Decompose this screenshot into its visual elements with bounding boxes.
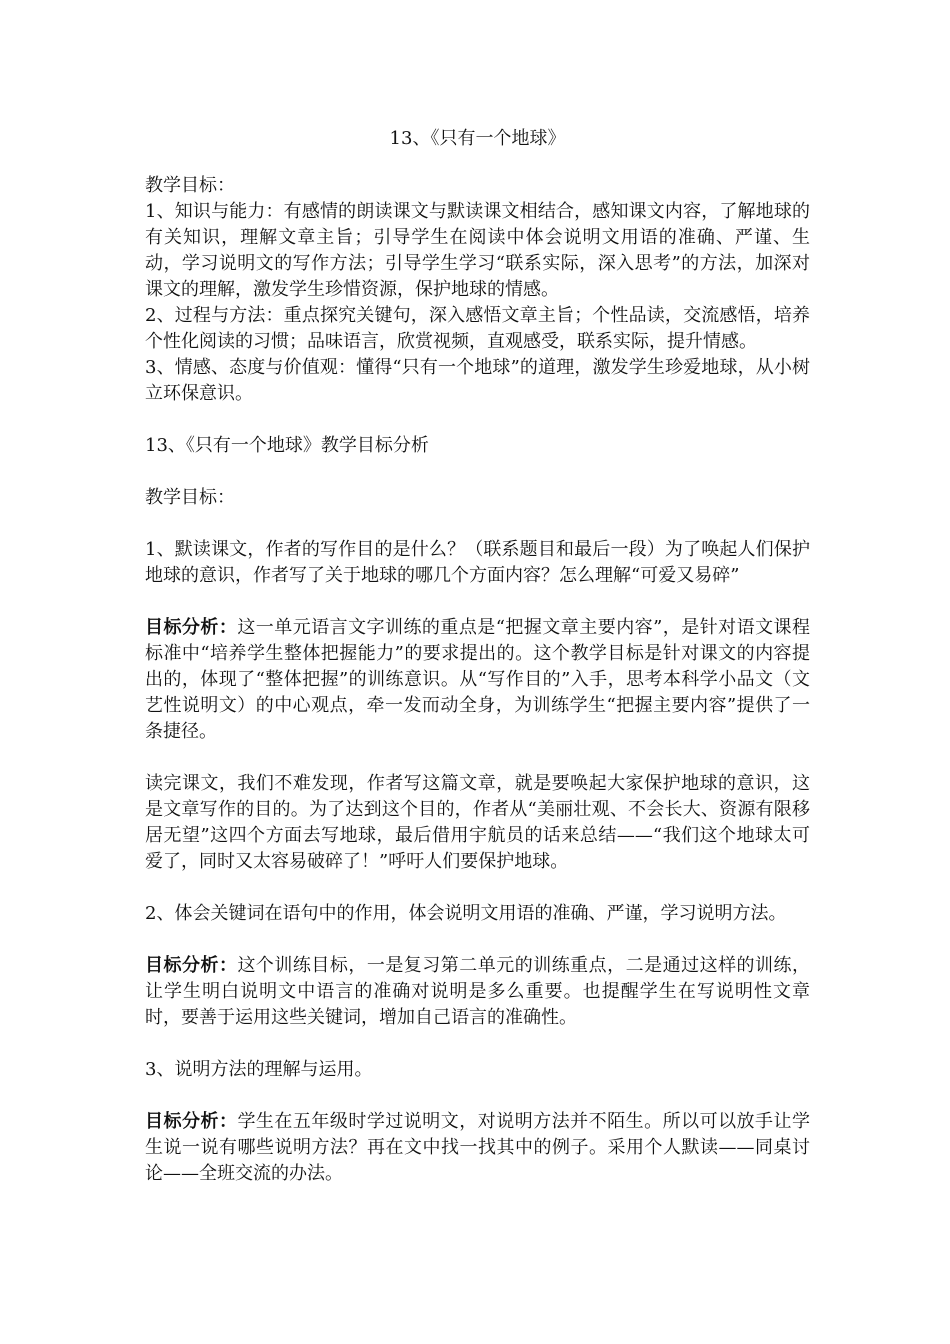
document-page <box>145 126 810 1187</box>
goal-3-analysis <box>145 1109 810 1187</box>
goal-item-process: 2、过程与方法：重点探究关键句，深入感悟文章主旨；个性品读，交流感悟，培养个性化阅读的习惯；品味语言，欣赏视频，直观感受，联系实际，提升情感。 <box>145 305 810 352</box>
analysis-text: 这一单元语言文字训练的重点是“把握文章主要内容”，是针对语文课程标准中“培养学生整体把握能力”的要求提出的。这个教学目标是针对课文的内容提出的，体现了“整体把握”的训练意识。从“写作目的”入手，思考本科学小品文（文艺性说明文）的中心观点，牵一发而动全身，为训练学生“把握主要内容”提供了一条捷径。 <box>145 617 811 742</box>
document-title: 13、《只有一个地球》 <box>389 128 566 149</box>
goal-2-analysis <box>145 953 810 1031</box>
analysis-label: 目标分析： <box>145 617 238 638</box>
section-heading-teaching-goals: 教学目标： <box>145 175 235 196</box>
analysis-label: 目标分析： <box>145 955 238 976</box>
analysis-section-heading: 教学目标： <box>145 487 235 508</box>
goal-2: 2、体会关键词在语句中的作用，体会说明文用语的准确、严谨，学习说明方法。 <box>145 903 787 924</box>
goal-item-knowledge: 1、知识与能力：有感情的朗读课文与默读课文相结合，感知课文内容，了解地球的有关知识，理解文章主旨；引导学生在阅读中体会说明文用语的准确、严谨、生动，学习说明文的写作方法；引导学生学习“联系实际，深入思考”的方法，加深对课文的理解，激发学生珍惜资源，保护地球的情感。 <box>145 201 810 300</box>
goal-1: 1、默读课文，作者的写作目的是什么？（联系题目和最后一段）为了唤起人们保护地球的意识，作者写了关于地球的哪几个方面内容？怎么理解“可爱又易碎” <box>145 539 810 586</box>
goal-1-analysis <box>145 615 810 745</box>
goal-item-emotion: 3、情感、态度与价值观：懂得“只有一个地球”的道理，激发学生珍爱地球，从小树立环保意识。 <box>145 357 810 404</box>
analysis-section-title: 13、《只有一个地球》教学目标分析 <box>145 435 429 456</box>
analysis-label: 目标分析： <box>145 1111 238 1132</box>
analysis-text: 这个训练目标，一是复习第二单元的训练重点，二是通过这样的训练，让学生明白说明文中语言的准确对说明是多么重要。也提醒学生在写说明性文章时，要善于运用这些关键词，增加自己语言的准确性。 <box>145 955 811 1028</box>
reading-paragraph: 读完课文，我们不难发现，作者写这篇文章，就是要唤起大家保护地球的意识，这是文章写作的目的。为了达到这个目的，作者从“美丽壮观、不会长大、资源有限移居无望”这四个方面去写地球，最后借用宇航员的话来总结——“我们这个地球太可爱了，同时又太容易破碎了！”呼吁人们要保护地球。 <box>145 773 810 872</box>
goal-3: 3、说明方法的理解与运用。 <box>145 1059 373 1080</box>
analysis-text: 学生在五年级时学过说明文，对说明方法并不陌生。所以可以放手让学生说一说有哪些说明方法？再在文中找一找其中的例子。采用个人默读——同桌讨论——全班交流的办法。 <box>145 1111 811 1184</box>
